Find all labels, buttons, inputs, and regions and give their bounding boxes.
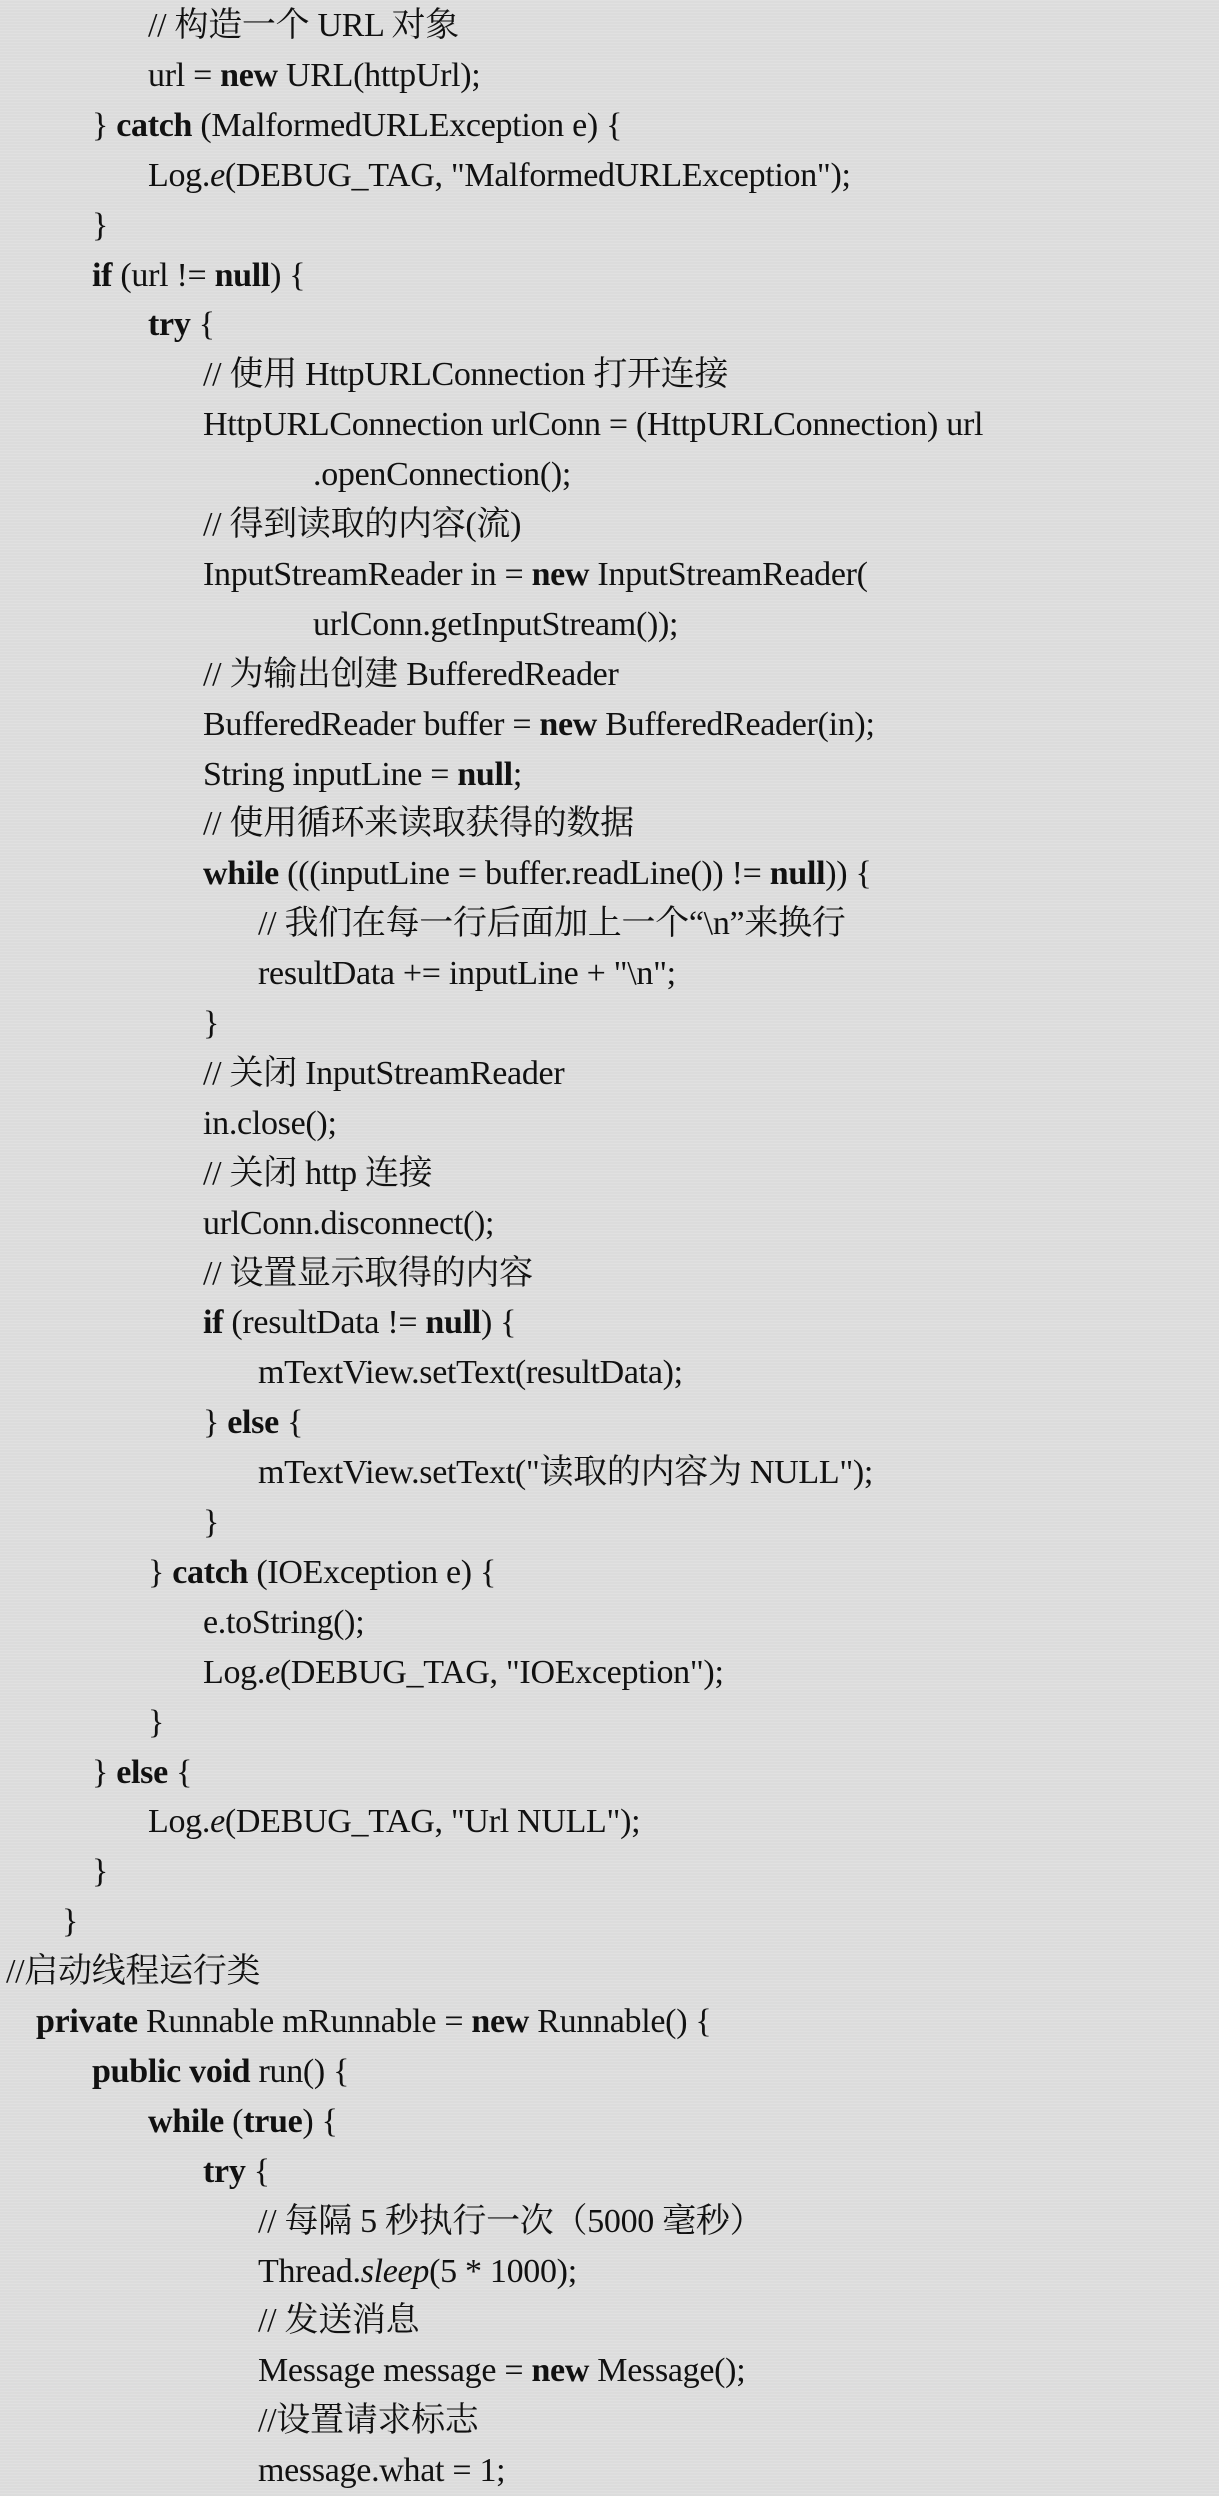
code-line: e.toString(); [203, 1603, 365, 1641]
code-line: InputStreamReader in = new InputStreamReader( [203, 555, 868, 593]
code-line: if (url != null) { [92, 256, 306, 294]
code-line: String inputLine = null; [203, 755, 522, 793]
code-line: urlConn.disconnect(); [203, 1204, 495, 1242]
code-line: } [62, 1903, 79, 1941]
code-line: mTextView.setText(resultData); [258, 1354, 683, 1392]
code-line: // 关闭 InputStreamReader [203, 1054, 565, 1092]
code-line: url = new URL(httpUrl); [148, 56, 481, 94]
code-line: //设置请求标志 [258, 2402, 479, 2440]
code-line: // 我们在每一行后面加上一个“\n”来换行 [258, 905, 846, 943]
code-line: .openConnection(); [313, 456, 572, 494]
code-line: //启动线程运行类 [6, 1953, 261, 1991]
code-line: } [203, 1504, 220, 1541]
code-line: // 设置显示取得的内容 [203, 1254, 533, 1292]
code-line: // 每隔 5 秒执行一次（5000 毫秒） [258, 2202, 764, 2240]
code-line: HttpURLConnection urlConn = (HttpURLConnection) url [203, 406, 984, 444]
code-line: } else { [203, 1404, 304, 1442]
code-line: } [148, 1703, 165, 1741]
code-line: // 发送消息 [258, 2302, 420, 2340]
code-line: } [203, 1005, 220, 1042]
code-line: // 使用 HttpURLConnection 打开连接 [203, 356, 729, 394]
code-line: // 得到读取的内容(流) [203, 506, 522, 543]
code-line: in.close(); [203, 1104, 337, 1142]
code-line: Log.e(DEBUG_TAG, "Url NULL"); [148, 1803, 641, 1841]
code-line: } catch (MalformedURLException e) { [92, 106, 623, 144]
code-line: public void run() { [92, 2052, 350, 2090]
code-line: while (((inputLine = buffer.readLine()) != null)) { [203, 855, 872, 893]
code-line: } catch (IOException e) { [148, 1553, 497, 1591]
code-line: urlConn.getInputStream()); [313, 605, 679, 643]
code-line: while (true) { [148, 2102, 338, 2140]
code-line: // 为输出创建 BufferedReader [203, 655, 619, 693]
code-line: Message message = new Message(); [258, 2352, 746, 2390]
code-line: private Runnable mRunnable = new Runnable() { [36, 2003, 712, 2040]
code-line: // 关闭 http 连接 [203, 1154, 433, 1192]
code-line: try { [148, 306, 215, 344]
code-line: if (resultData != null) { [203, 1304, 517, 1342]
code-line: BufferedReader buffer = new BufferedReader(in); [203, 705, 875, 743]
code-line: Log.e(DEBUG_TAG, "MalformedURLException"); [148, 156, 851, 194]
code-line: } [92, 1853, 109, 1891]
code-line: mTextView.setText("读取的内容为 NULL"); [258, 1454, 874, 1492]
code-line: message.what = 1; [258, 2452, 506, 2490]
code-line: // 构造一个 URL 对象 [148, 7, 459, 44]
code-line: resultData += inputLine + "\n"; [258, 955, 676, 993]
code-line: try { [203, 2152, 270, 2190]
code-line: } else { [92, 1753, 193, 1791]
code-line: // 使用循环来读取获得的数据 [203, 805, 634, 843]
code-line: } [92, 206, 109, 244]
code-line: Thread.sleep(5 * 1000); [258, 2252, 577, 2290]
code-line: Log.e(DEBUG_TAG, "IOException"); [203, 1653, 724, 1691]
